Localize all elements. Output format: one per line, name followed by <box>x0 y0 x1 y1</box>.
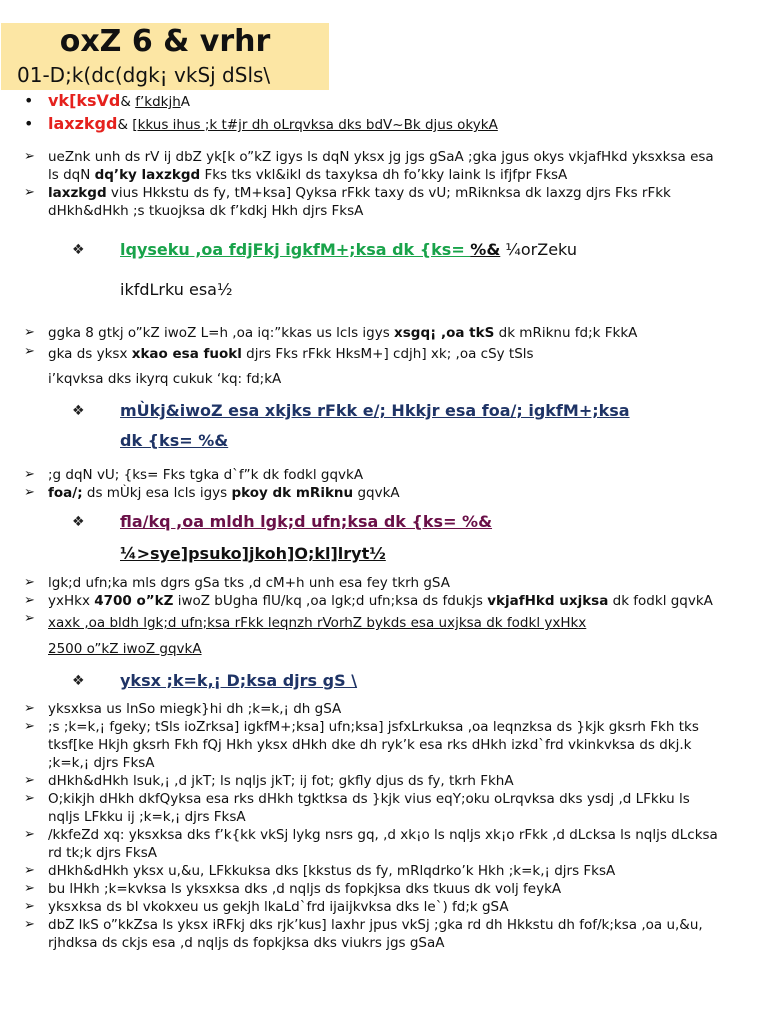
list-item: ➢ bu lHkh ;k=kvksa ls yksxksa dks ,d nqljs ds fopkjksa dks tkuus dk volj feykA <box>24 881 562 897</box>
paragraph: ➢ ggka 8 gtkj o”kZ iwoZ L=h ,oa iq:”kkas us lcls igys xsgq¡ ,oa tkS dk mRiknu fd;k FkkA <box>24 325 638 341</box>
diamond-bullet-icon: ❖ <box>72 514 85 530</box>
paragraph: ➢ ;g dqN vU; {ks= Fks tgka d`f”k dk fodkl gqvkA <box>24 467 364 483</box>
paragraph: ➢ lgk;d ufn;ka mls dgrs gSa tks ,d cM+h unh esa fey tkrh gSA <box>24 575 450 591</box>
page-title: oxZ 6 & vrhr <box>59 24 271 59</box>
intro-item: • vk[ksVd& f’kdkjhA <box>24 91 191 110</box>
page-subtitle: 01-D;k(dc(dgk¡ vkSj dSls\ <box>17 63 271 87</box>
paragraph: ➢ yxHkx 4700 o”kZ iwoZ bUgha flU/kq ,oa lgk;d ufn;ksa ds fdukjs vkjafHkd uxjksa dk fodkl gqvkA <box>24 593 713 609</box>
section-heading: ❖ mÙkj&iwoZ esa xkjks rFkk e/; Hkkjr esa foa/; igkfM+;ksa dk {ks= %& <box>72 396 722 456</box>
paragraph: ➢ gka ds yksx xkao esa fuokl djrs Fks rFkk HksM+] cdjh] xk; ,oa cSy tSls i’kqvksa dks ikyrq cukuk ‘kq: fd;kA <box>22 342 722 392</box>
arrow-bullet-icon: ➢ <box>24 485 35 500</box>
arrow-bullet-icon: ➢ <box>24 899 35 914</box>
subtitle-banner <box>1 61 329 90</box>
arrow-bullet-icon: ➢ <box>24 467 35 482</box>
arrow-bullet-icon: ➢ <box>24 917 35 932</box>
paragraph: ➢ foa/; ds mÙkj esa lcls igys pkoy dk mRiknu gqvkA <box>24 485 400 501</box>
arrow-bullet-icon: ➢ <box>24 773 35 788</box>
list-item: ➢ dHkh&dHkh yksx u,&u, LFkkuksa dks [kkstus ds fy, mRlqdrko’k Hkh ;k=k,¡ djrs FksA <box>24 863 616 879</box>
intro-item: • laxzkgd& [kkus ihus ;k t#jr dh oLrqvksa dks bdV~Bk djus okykA <box>24 114 498 133</box>
arrow-bullet-icon: ➢ <box>24 344 35 359</box>
arrow-bullet-icon: ➢ <box>24 827 35 842</box>
arrow-bullet-icon: ➢ <box>24 575 35 590</box>
arrow-bullet-icon: ➢ <box>24 701 35 716</box>
section-heading: ❖ lqyseku ,oa fdjFkj igkfM+;ksa dk {ks= %& ¼orZeku ikfdLrku esa½ <box>72 230 722 310</box>
section-heading: ❖ fla/kq ,oa mldh lgk;d ufn;ksa dk {ks= %& ¼>sye]psuko]jkoh]O;kl]lryt½ <box>72 506 722 570</box>
list-item: ➢ yksxksa ds bl vkokxeu us gekjh lkaLd`frd ijaijkvksa dks le`) fd;k gSA <box>24 899 509 915</box>
list-item: ➢ O;kikjh dHkh dkfQyksa esa rks dHkh tgktksa ds }kjk vius eqY;oku oLrqvksa dks ysdj ,d LFkku ls nqljs LFkku ij ;k=k,¡ djrs FksA <box>24 791 690 825</box>
bullet-dot-icon: • <box>24 91 34 110</box>
arrow-bullet-icon: ➢ <box>24 881 35 896</box>
diamond-bullet-icon: ❖ <box>72 403 85 419</box>
document-body <box>22 92 722 952</box>
arrow-bullet-icon: ➢ <box>24 791 35 806</box>
paragraph: ➢ laxzkgd vius Hkkstu ds fy, tM+ksa] Qyksa rFkk taxy ds vU; mRiknksa dk laxzg djrs Fks rFkk dHkh&dHkh ;s tkuojksa dk f’kdkj Hkh djrs FksA <box>24 185 671 219</box>
list-item: ➢ /kkfeZd xq: yksxksa dks f’k{kk vkSj lykg nsrs gq, ,d xk¡o ls nqljs xk¡o rFkk ,d dLcksa ls nqljs dLcksa rd tk;k djrs FksA <box>24 827 718 861</box>
arrow-bullet-icon: ➢ <box>24 149 35 164</box>
paragraph: ➢ ueZnk unh ds rV ij dbZ yk[k o”kZ igys ls dqN yksx jg jgs gSaA ;gka jgus okys vkjafHkd yksxksa esa ls dqN dq’ky laxzkgd Fks tks vkl&ikl ds taxyksa dh fo’kky laink ls ifjfpr FksA <box>24 149 714 183</box>
arrow-bullet-icon: ➢ <box>24 719 35 734</box>
arrow-bullet-icon: ➢ <box>24 611 35 626</box>
diamond-bullet-icon: ❖ <box>72 673 85 689</box>
list-item: ➢ yksxksa us lnSo miegk}hi dh ;k=k,¡ dh gSA <box>24 701 342 717</box>
paragraph: ➢ xaxk ,oa bldh lgk;d ufn;ksa rFkk leqnzh rVorhZ bykds esa uxjksa dk fodkl yxHkx 2500 o”kZ iwoZ gqvkA <box>22 610 722 662</box>
bullet-dot-icon: • <box>24 114 34 133</box>
arrow-bullet-icon: ➢ <box>24 185 35 200</box>
arrow-bullet-icon: ➢ <box>24 325 35 340</box>
title-banner <box>1 23 329 61</box>
diamond-bullet-icon: ❖ <box>72 242 85 258</box>
list-item: ➢ ;s ;k=k,¡ fgeky; tSls ioZrksa] igkfM+;ksa] ufn;ksa] jsfxLrkuksa ,oa leqnzksa ds }kjk gksrh Fkh tks tksf[ke Hkjh gksrh Fkh fQj Hkh yksx dHkh dke dh ryk’k esa rks dHkh izkd`frd vkinkvksa ds dkj.k ;k=k,¡ djrs FksA <box>24 719 699 771</box>
reasons-list <box>22 700 722 952</box>
arrow-bullet-icon: ➢ <box>24 863 35 878</box>
arrow-bullet-icon: ➢ <box>24 593 35 608</box>
list-item: ➢ dbZ lkS o”kkZsa ls yksx iRFkj dks rjk’kus] laxhr jpus vkSj ;gka rd dh Hkkstu dh fof/k;ksa ,oa u,&u, rjhdksa ds ckjs esa ,d nqljs ds fopkjksa dks viukrs jgs gSaA <box>24 917 703 951</box>
section-heading: ❖ yksx ;k=k,¡ D;ksa djrs gS \ <box>72 666 722 696</box>
list-item: ➢ dHkh&dHkh lsuk,¡ ,d jkT; ls nqljs jkT; ij fot; gkfly djus ds fy, tkrh FkhA <box>24 773 514 789</box>
